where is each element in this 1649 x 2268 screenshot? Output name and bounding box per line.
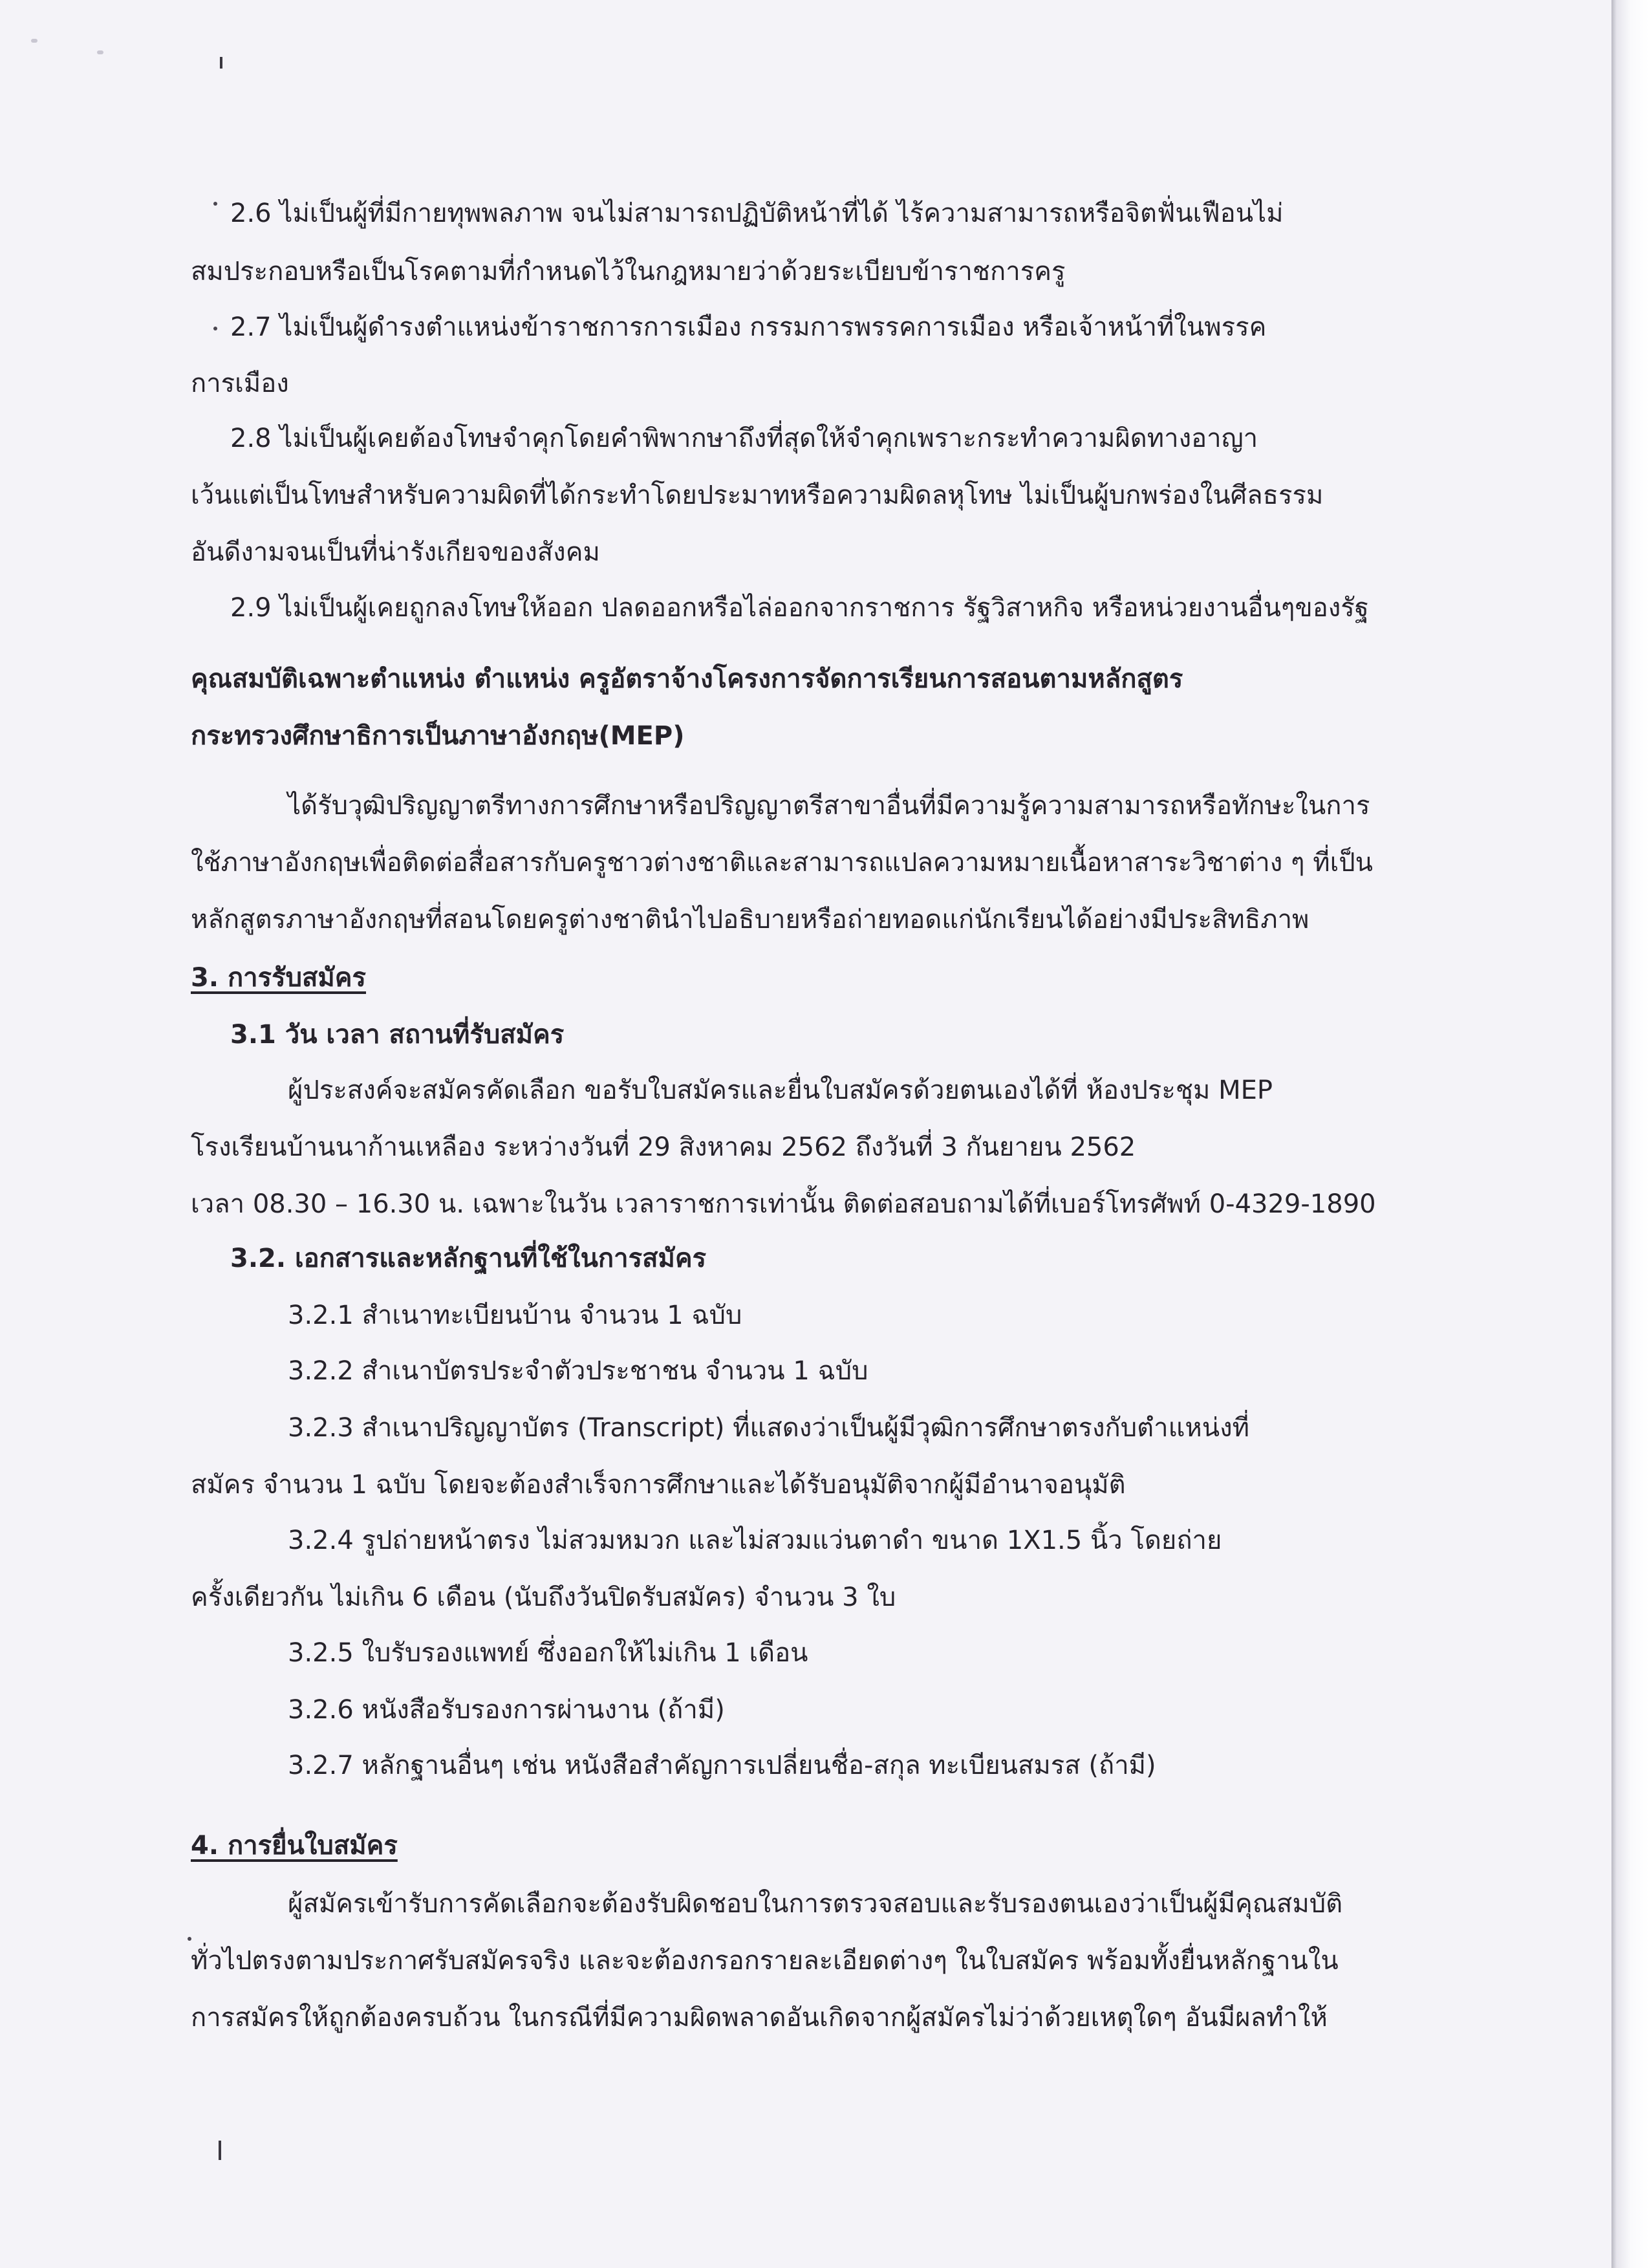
doc-item-3-2-2: 3.2.2 สำเนาบัตรประจำตัวประชาชน จำนวน 1 ฉบับ [288,1356,868,1386]
scan-dot [213,202,217,206]
qualification-paragraph-line-1: ได้รับวุฒิปริญญาตรีทางการศึกษาหรือปริญญาตรีสาขาอื่นที่มีความรู้ความสามารถหรือทักษะในการ [288,791,1370,821]
specific-qualification-heading: คุณสมบัติเฉพาะตำแหน่ง ตำแหน่ง ครูอัตราจ้างโครงการจัดการเรียนการสอนตามหลักสูตร [191,664,1183,694]
doc-item-3-2-4-line-1: 3.2.4 รูปถ่ายหน้าตรง ไม่สวมหมวก และไม่สวมแว่นตาดำ ขนาด 1X1.5 นิ้ว โดยถ่าย [288,1526,1222,1555]
clause-2-7-line-2: การเมือง [191,369,289,398]
qualification-paragraph-line-2: ใช้ภาษาอังกฤษเพื่อติดต่อสื่อสารกับครูชาวต่างชาติและสามารถแปลความหมายเนื้อหาสาระวิชาต่าง ๆ ที่เป็น [191,848,1373,878]
application-place-line-2: โรงเรียนบ้านนาก้านเหลือง ระหว่างวันที่ 29 สิงหาคม 2562 ถึงวันที่ 3 กันยายน 2562 [191,1132,1136,1162]
scan-mark [219,2141,221,2160]
scan-mark [220,57,222,69]
scan-dot [188,1937,191,1941]
scan-speck [97,50,103,54]
clause-2-6-line-2: สมประกอบหรือเป็นโรคตามที่กำหนดไว้ในกฎหมายว่าด้วยระเบียบข้าราชการครู [191,257,1066,286]
clause-2-7-line-1: 2.7 ไม่เป็นผู้ดำรงตำแหน่งข้าราชการการเมือง กรรมการพรรคการเมือง หรือเจ้าหน้าที่ในพรรค [230,312,1267,342]
paper-edge-shadow [1611,0,1649,2268]
scan-dot [213,327,217,330]
clause-2-9-line-1: 2.9 ไม่เป็นผู้เคยถูกลงโทษให้ออก ปลดออกหรือไล่ออกจากราชการ รัฐวิสาหกิจ หรือหน่วยงานอื่นๆของรัฐ [230,593,1369,623]
clause-2-8-line-2: เว้นแต่เป็นโทษสำหรับความผิดที่ได้กระทำโดยประมาทหรือความผิดลหุโทษ ไม่เป็นผู้บกพร่องในศีลธรรม [191,481,1324,510]
clause-2-8-line-3: อันดีงามจนเป็นที่น่ารังเกียจของสังคม [191,537,600,567]
doc-item-3-2-7: 3.2.7 หลักฐานอื่นๆ เช่น หนังสือสำคัญการเปลี่ยนชื่อ-สกุล ทะเบียนสมรส (ถ้ามี) [288,1751,1156,1780]
doc-item-3-2-6: 3.2.6 หนังสือรับรองการผ่านงาน (ถ้ามี) [288,1695,725,1725]
doc-item-3-2-5: 3.2.5 ใบรับรองแพทย์ ซึ่งออกให้ไม่เกิน 1 เดือน [288,1638,808,1668]
specific-qualification-heading-line-2: กระทรวงศึกษาธิการเป็นภาษาอังกฤษ(MEP) [191,721,685,751]
section-3-2-heading: 3.2. เอกสารและหลักฐานที่ใช้ในการสมัคร [230,1244,707,1273]
submission-paragraph-line-2: ทั่วไปตรงตามประกาศรับสมัครจริง และจะต้องกรอกรายละเอียดต่างๆ ในใบสมัคร พร้อมทั้งยื่นหลักฐานใน [191,1946,1339,1976]
application-time-line: เวลา 08.30 – 16.30 น. เฉพาะในวัน เวลาราชการเท่านั้น ติดต่อสอบถามได้ที่เบอร์โทรศัพท์ 0-4329-1890 [191,1189,1376,1219]
doc-item-3-2-3-line-1: 3.2.3 สำเนาปริญญาบัตร (Transcript) ที่แสดงว่าเป็นผู้มีวุฒิการศึกษาตรงกับตำแหน่งที่ [288,1413,1249,1443]
application-place-line-1: ผู้ประสงค์จะสมัครคัดเลือก ขอรับใบสมัครและยื่นใบสมัครด้วยตนเองได้ที่ ห้องประชุม MEP [288,1075,1273,1105]
section-4-heading: 4. การยื่นใบสมัคร [191,1831,398,1861]
qualification-paragraph-line-3: หลักสูตรภาษาอังกฤษที่สอนโดยครูต่างชาตินำไปอธิบายหรือถ่ายทอดแก่นักเรียนได้อย่างมีประสิทธิภาพ [191,905,1310,934]
doc-item-3-2-1: 3.2.1 สำเนาทะเบียนบ้าน จำนวน 1 ฉบับ [288,1301,742,1330]
submission-paragraph-line-1: ผู้สมัครเข้ารับการคัดเลือกจะต้องรับผิดชอบในการตรวจสอบและรับรองตนเองว่าเป็นผู้มีคุณสมบัติ [288,1889,1343,1919]
submission-paragraph-line-3: การสมัครให้ถูกต้องครบถ้วน ในกรณีที่มีความผิดพลาดอันเกิดจากผู้สมัครไม่ว่าด้วยเหตุใดๆ อันมีผลทำให้ [191,2003,1328,2033]
doc-item-3-2-4-line-2: ครั้งเดียวกัน ไม่เกิน 6 เดือน (นับถึงวันปิดรับสมัคร) จำนวน 3 ใบ [191,1582,896,1612]
section-3-heading: 3. การรับสมัคร [191,963,367,993]
clause-2-8-line-1: 2.8 ไม่เป็นผู้เคยต้องโทษจำคุกโดยคำพิพากษาถึงที่สุดให้จำคุกเพราะกระทำความผิดทางอาญา [230,424,1258,453]
scan-speck [31,39,38,43]
doc-item-3-2-3-line-2: สมัคร จำนวน 1 ฉบับ โดยจะต้องสำเร็จการศึกษาและได้รับอนุมัติจากผู้มีอำนาจอนุมัติ [191,1470,1126,1500]
clause-2-6-line-1: 2.6 ไม่เป็นผู้ที่มีกายทุพพลภาพ จนไม่สามารถปฏิบัติหน้าที่ได้ ไร้ความสามารถหรือจิตฟั่นเฟือนไม่ [230,199,1284,228]
section-3-1-heading: 3.1 วัน เวลา สถานที่รับสมัคร [230,1020,565,1050]
